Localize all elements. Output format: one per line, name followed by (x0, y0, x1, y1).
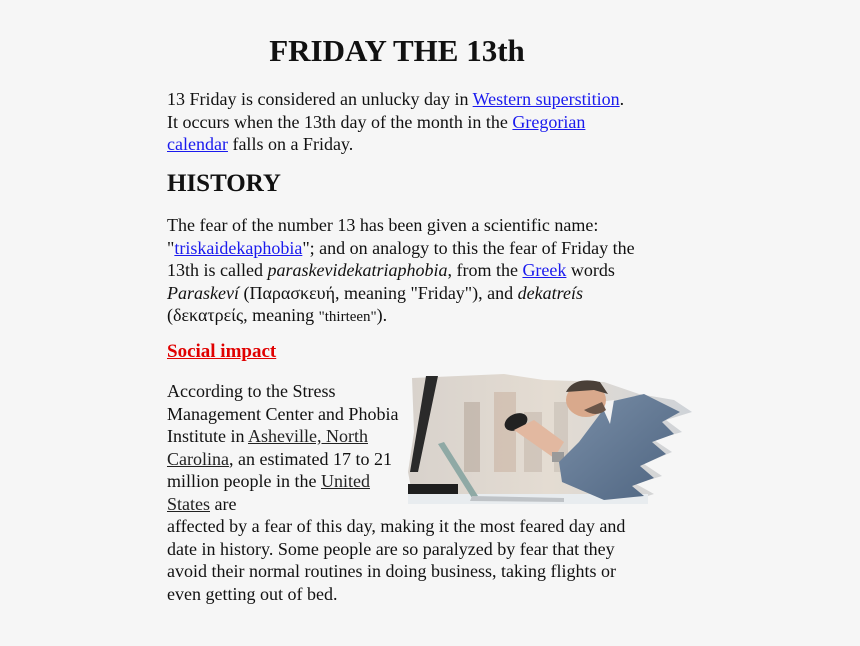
history-text-7: ). (376, 305, 388, 325)
triskaidekaphobia-link[interactable]: triskaidekaphobia (174, 237, 303, 258)
social-text-2: , an estimated 17 to 21 million people in the (167, 448, 392, 491)
western-superstition-link[interactable]: Western superstition (472, 89, 620, 109)
history-paragraph (167, 214, 637, 329)
intro-text-1: 13 Friday is considered an unlucky day in (167, 89, 473, 109)
intro-paragraph (167, 88, 637, 156)
social-text-1: According to the Stress Management Center and Phobia Institute in (167, 381, 399, 446)
intro-text-2: . It occurs when the 13th day of the month in the (167, 89, 625, 132)
gregorian-calendar-link[interactable]: Gregorian calendar (167, 111, 586, 154)
thirteen-quote: "thirteen" (318, 309, 377, 325)
history-text-5: (Παρασκευή, meaning "Friday"), and (238, 282, 518, 303)
intro-text-3: falls on a Friday. (227, 134, 354, 154)
history-text-6: (δεκατρείς, meaning (167, 305, 319, 325)
history-heading: HISTORY (167, 170, 281, 197)
social-impact-heading[interactable]: Social impact (167, 341, 277, 362)
history-text-1: The fear of the number 13 has been given a scientific name: " (167, 215, 599, 258)
social-paragraph-bottom: affected by a fear of this day, making it the most feared day and date in history. Some people are so paralyzed by fear that they avoid their normal routines in doing business, taking flights or even getting out of bed. (167, 516, 626, 604)
photo-illustration (404, 372, 696, 509)
history-text-4: words (566, 260, 615, 280)
history-text-3: , from the (447, 260, 523, 280)
stressed-businessman-image (404, 372, 696, 509)
asheville-link[interactable]: Asheville, North Carolina (167, 426, 368, 469)
paraskevi-term: Paraskeví (167, 282, 239, 303)
paraskevidekatriaphobia-term: paraskevidekatriaphobia (267, 260, 448, 280)
greek-link[interactable]: Greek (522, 260, 567, 280)
dekatreis-term: dekatreís (517, 282, 583, 303)
history-text-2: "; and on analogy to this the fear of Friday the 13th is called (167, 237, 635, 280)
united-states-link[interactable]: United States (167, 471, 370, 514)
page-title: FRIDAY THE 13th (269, 33, 525, 68)
social-text-3: are (210, 493, 237, 514)
social-paragraph-top (167, 380, 407, 515)
